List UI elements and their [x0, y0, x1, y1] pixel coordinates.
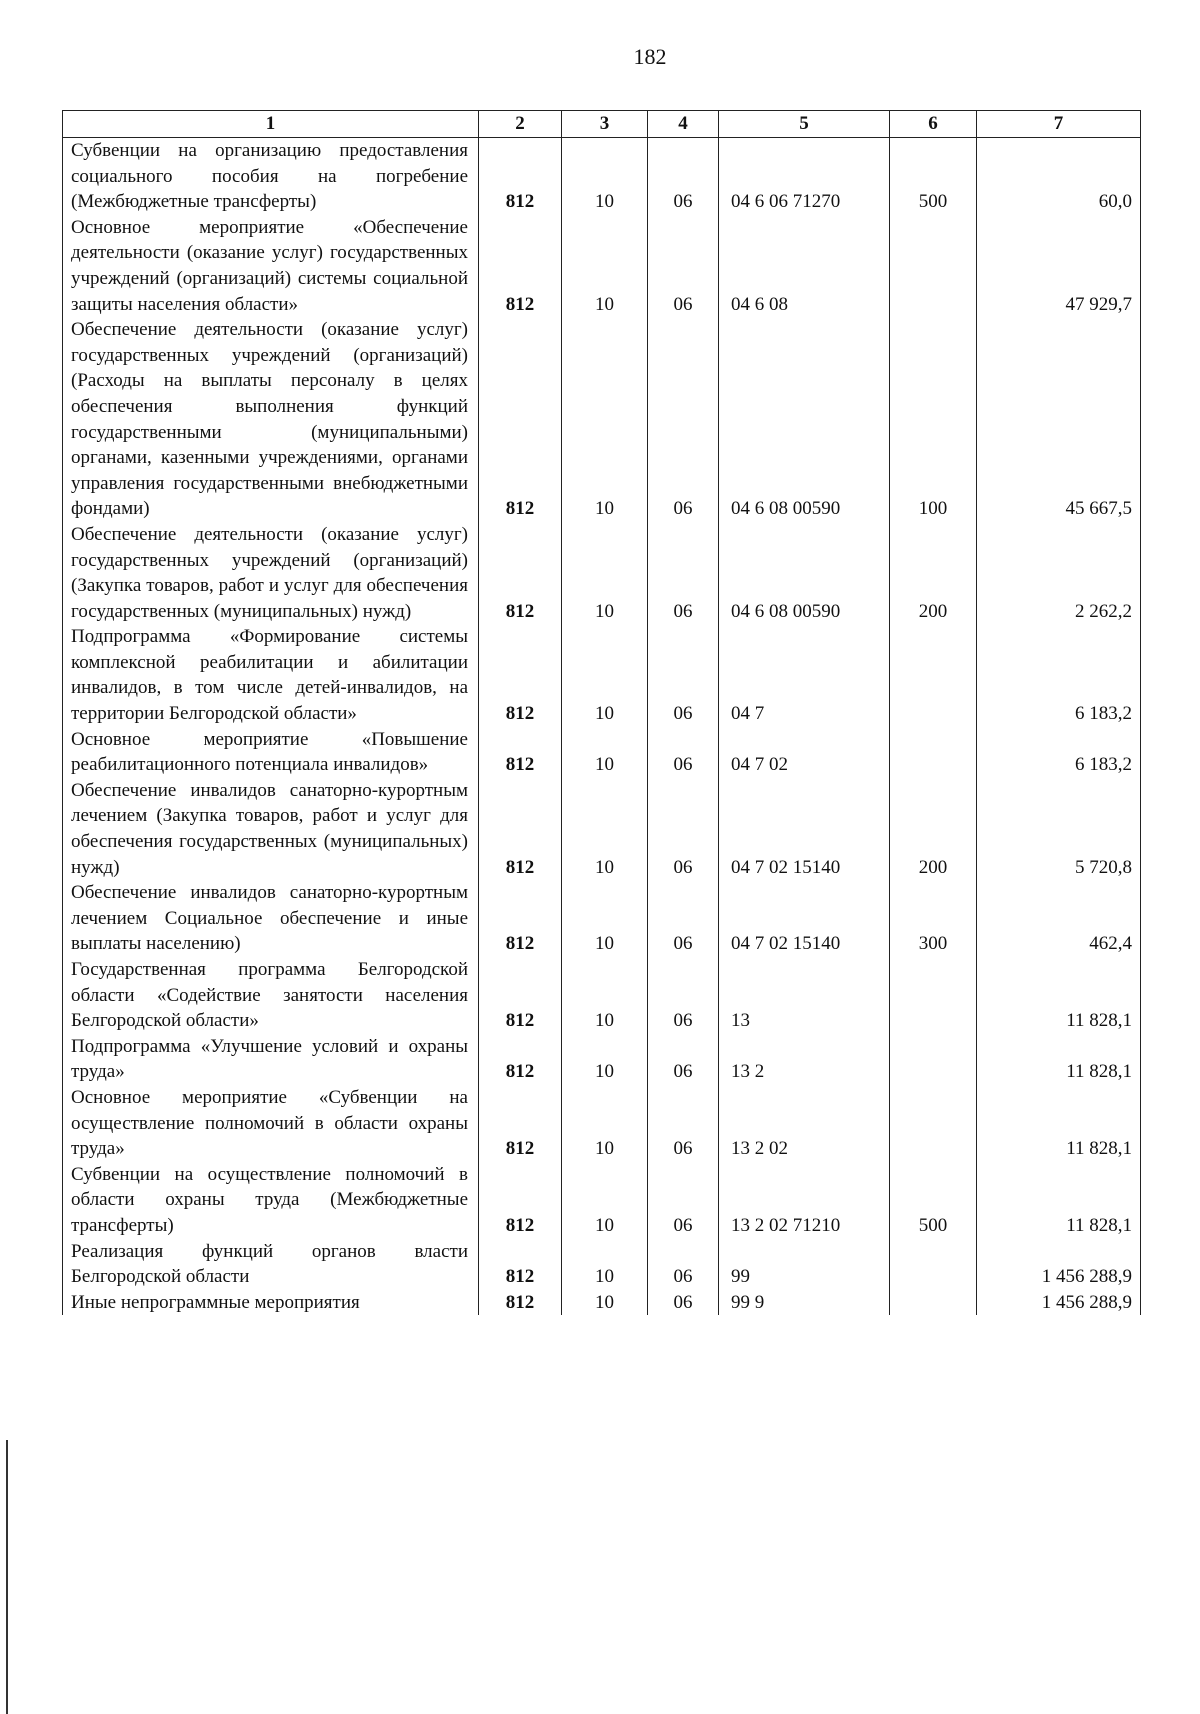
- row-name: Основное мероприятие «Повышение реабилитационного потенциала инвалидов»: [63, 727, 479, 778]
- row-expense-type: 200: [890, 522, 977, 624]
- row-amount: 60,0: [977, 138, 1141, 215]
- row-section: 10: [562, 880, 648, 957]
- table-row: [63, 317, 1141, 522]
- page-number: 182: [633, 44, 667, 69]
- row-amount: 5 720,8: [977, 778, 1141, 880]
- scan-edge-line: [6, 1440, 8, 1714]
- row-name: Государственная программа Белгородской области «Содействие занятости населения Белгородской области»: [63, 957, 479, 1034]
- header-col-7: 7: [977, 111, 1141, 138]
- row-target-article: 04 7: [719, 624, 890, 726]
- row-code: 812: [479, 624, 562, 726]
- row-target-article: 04 6 08 00590: [719, 317, 890, 522]
- row-section: 10: [562, 1034, 648, 1085]
- table-body: [63, 138, 1141, 1316]
- row-code: 812: [479, 1239, 562, 1290]
- row-amount: 6 183,2: [977, 624, 1141, 726]
- row-section: 10: [562, 522, 648, 624]
- row-target-article: 04 7 02 15140: [719, 880, 890, 957]
- header-col-2: 2: [479, 111, 562, 138]
- row-amount: 11 828,1: [977, 957, 1141, 1034]
- row-subsection: 06: [648, 1085, 719, 1162]
- row-target-article: 13 2: [719, 1034, 890, 1085]
- row-amount: 11 828,1: [977, 1085, 1141, 1162]
- row-section: 10: [562, 215, 648, 317]
- row-subsection: 06: [648, 1162, 719, 1239]
- row-expense-type: [890, 1034, 977, 1085]
- row-amount: 11 828,1: [977, 1034, 1141, 1085]
- row-subsection: 06: [648, 138, 719, 215]
- row-expense-type: 500: [890, 138, 977, 215]
- row-amount: 47 929,7: [977, 215, 1141, 317]
- row-code: 812: [479, 880, 562, 957]
- row-code: 812: [479, 522, 562, 624]
- table-row: [63, 215, 1141, 317]
- row-expense-type: 200: [890, 778, 977, 880]
- table-row: [63, 1290, 1141, 1316]
- table-header-row: [63, 111, 1141, 138]
- row-name: Субвенции на осуществление полномочий в области охраны труда (Межбюджетные трансферты): [63, 1162, 479, 1239]
- row-name: Подпрограмма «Улучшение условий и охраны труда»: [63, 1034, 479, 1085]
- table-row: [63, 727, 1141, 778]
- table-row: [63, 1162, 1141, 1239]
- row-target-article: 04 6 08 00590: [719, 522, 890, 624]
- row-section: 10: [562, 957, 648, 1034]
- row-code: 812: [479, 957, 562, 1034]
- row-subsection: 06: [648, 317, 719, 522]
- row-subsection: 06: [648, 1239, 719, 1290]
- row-code: 812: [479, 138, 562, 215]
- row-amount: 462,4: [977, 880, 1141, 957]
- table-row: [63, 957, 1141, 1034]
- row-name: Подпрограмма «Формирование системы комплексной реабилитации и абилитации инвалидов, в том числе детей-инвалидов, на территории Белгородской области»: [63, 624, 479, 726]
- budget-table: [62, 110, 1141, 1315]
- row-target-article: 13 2 02: [719, 1085, 890, 1162]
- table-row: [63, 138, 1141, 215]
- row-section: 10: [562, 1239, 648, 1290]
- row-section: 10: [562, 1162, 648, 1239]
- row-subsection: 06: [648, 624, 719, 726]
- row-subsection: 06: [648, 727, 719, 778]
- row-name: Основное мероприятие «Субвенции на осуществление полномочий в области охраны труда»: [63, 1085, 479, 1162]
- row-amount: 2 262,2: [977, 522, 1141, 624]
- row-code: 812: [479, 778, 562, 880]
- row-section: 10: [562, 317, 648, 522]
- row-subsection: 06: [648, 1034, 719, 1085]
- row-target-article: 04 7 02: [719, 727, 890, 778]
- row-expense-type: [890, 1290, 977, 1316]
- row-expense-type: [890, 1239, 977, 1290]
- row-code: 812: [479, 1034, 562, 1085]
- row-expense-type: [890, 727, 977, 778]
- row-subsection: 06: [648, 957, 719, 1034]
- row-name: Иные непрограммные мероприятия: [63, 1290, 479, 1316]
- row-name: Реализация функций органов власти Белгородской области: [63, 1239, 479, 1290]
- row-target-article: 99: [719, 1239, 890, 1290]
- row-subsection: 06: [648, 522, 719, 624]
- row-section: 10: [562, 1085, 648, 1162]
- row-amount: 11 828,1: [977, 1162, 1141, 1239]
- header-col-6: 6: [890, 111, 977, 138]
- row-code: 812: [479, 1085, 562, 1162]
- table-row: [63, 522, 1141, 624]
- row-target-article: 04 6 08: [719, 215, 890, 317]
- table-row: [63, 1034, 1141, 1085]
- row-name: Субвенции на организацию предоставления социального пособия на погребение (Межбюджетные трансферты): [63, 138, 479, 215]
- row-name: Обеспечение деятельности (оказание услуг) государственных учреждений (организаций) (Расходы на выплаты персоналу в целях обеспечения выполнения функций государственными (муниципальными) органами, казенными учреждениями, органами управления государственными внебюджетными фондами): [63, 317, 479, 522]
- table-row: [63, 624, 1141, 726]
- row-subsection: 06: [648, 215, 719, 317]
- table-row: [63, 778, 1141, 880]
- header-col-4: 4: [648, 111, 719, 138]
- header-col-3: 3: [562, 111, 648, 138]
- header-col-1: 1: [63, 111, 479, 138]
- row-expense-type: 500: [890, 1162, 977, 1239]
- table-row: [63, 1239, 1141, 1290]
- row-expense-type: [890, 1085, 977, 1162]
- row-amount: 1 456 288,9: [977, 1290, 1141, 1316]
- table-row: [63, 1085, 1141, 1162]
- row-target-article: 99 9: [719, 1290, 890, 1316]
- row-code: 812: [479, 1290, 562, 1316]
- row-amount: 45 667,5: [977, 317, 1141, 522]
- row-subsection: 06: [648, 1290, 719, 1316]
- row-amount: 1 456 288,9: [977, 1239, 1141, 1290]
- header-col-5: 5: [719, 111, 890, 138]
- row-amount: 6 183,2: [977, 727, 1141, 778]
- row-target-article: 04 7 02 15140: [719, 778, 890, 880]
- row-name: Обеспечение деятельности (оказание услуг) государственных учреждений (организаций) (Закупка товаров, работ и услуг для обеспечения государственных (муниципальных) нужд): [63, 522, 479, 624]
- row-name: Основное мероприятие «Обеспечение деятельности (оказание услуг) государственных учреждений (организаций) системы социальной защиты населения области»: [63, 215, 479, 317]
- row-expense-type: [890, 624, 977, 726]
- row-code: 812: [479, 317, 562, 522]
- row-expense-type: [890, 957, 977, 1034]
- row-subsection: 06: [648, 778, 719, 880]
- row-code: 812: [479, 215, 562, 317]
- row-code: 812: [479, 1162, 562, 1239]
- row-expense-type: 300: [890, 880, 977, 957]
- row-code: 812: [479, 727, 562, 778]
- row-name: Обеспечение инвалидов санаторно-курортным лечением (Закупка товаров, работ и услуг для обеспечения государственных (муниципальных) нужд): [63, 778, 479, 880]
- row-section: 10: [562, 138, 648, 215]
- table-row: [63, 880, 1141, 957]
- row-section: 10: [562, 1290, 648, 1316]
- row-name: Обеспечение инвалидов санаторно-курортным лечением Социальное обеспечение и иные выплаты населению): [63, 880, 479, 957]
- row-section: 10: [562, 778, 648, 880]
- row-target-article: 13: [719, 957, 890, 1034]
- row-subsection: 06: [648, 880, 719, 957]
- row-expense-type: 100: [890, 317, 977, 522]
- row-target-article: 13 2 02 71210: [719, 1162, 890, 1239]
- row-expense-type: [890, 215, 977, 317]
- row-section: 10: [562, 624, 648, 726]
- row-section: 10: [562, 727, 648, 778]
- row-target-article: 04 6 06 71270: [719, 138, 890, 215]
